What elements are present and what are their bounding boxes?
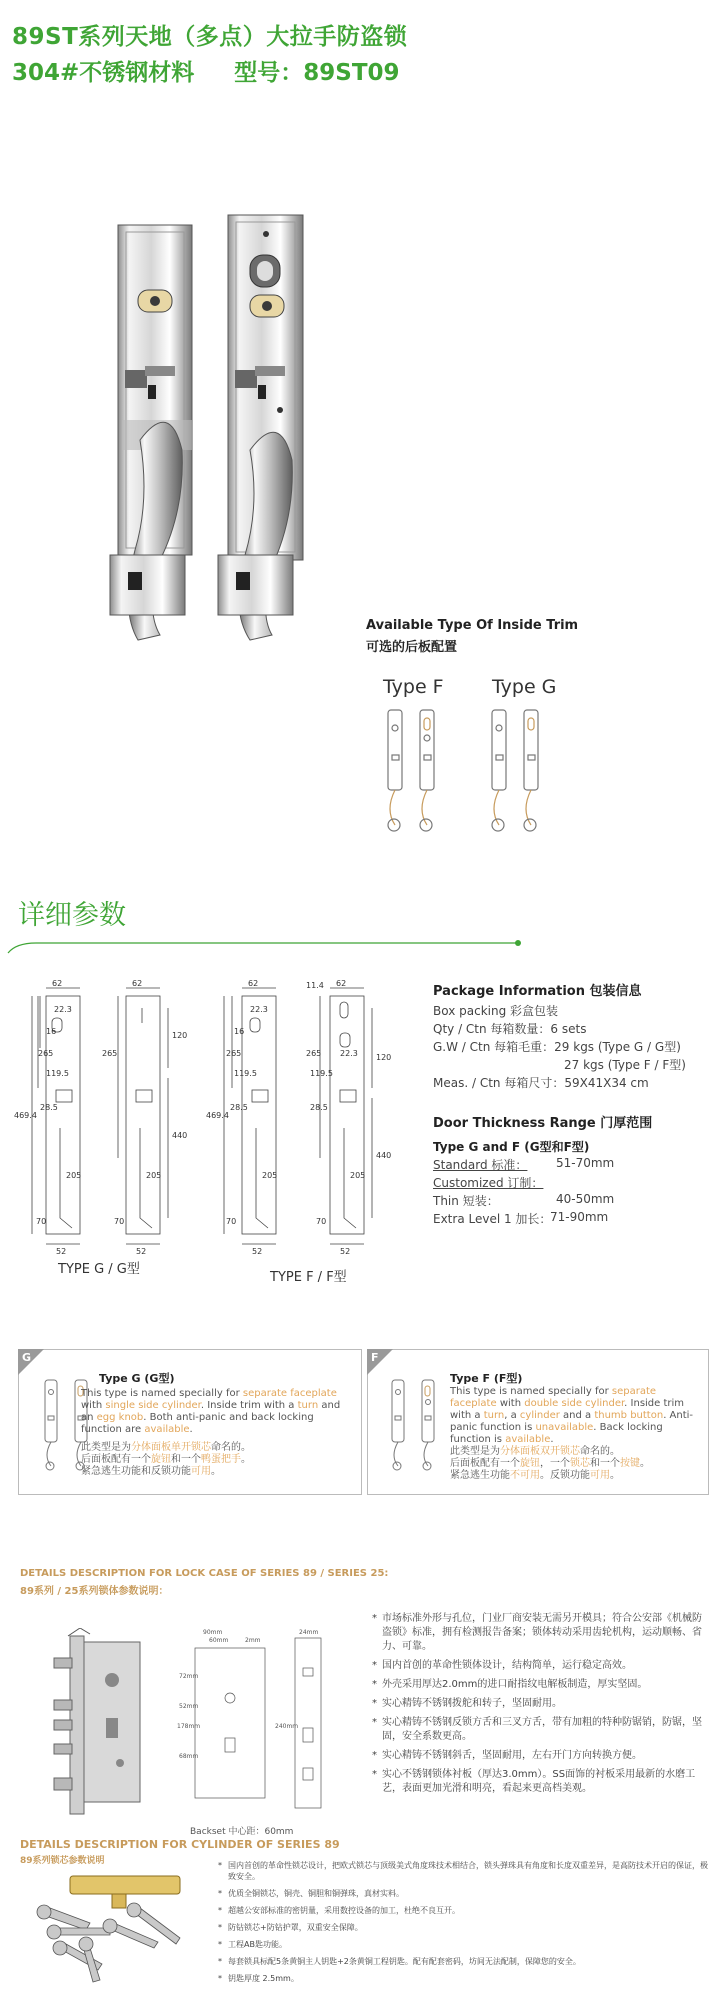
door-thin-label: Thin 短装： bbox=[433, 1194, 499, 1208]
package-title-cn: 包装信息 bbox=[589, 984, 642, 999]
lockcase-photo bbox=[40, 1628, 150, 1818]
dim-28-5-b: 28.5 bbox=[230, 1103, 248, 1112]
lockcase-dim-1: 60mm bbox=[209, 1637, 229, 1644]
lockcase-dim-3: 72mm bbox=[179, 1673, 199, 1680]
caption-type-g: TYPE G / G型 bbox=[58, 1262, 140, 1277]
section-title: 详细参数 bbox=[18, 900, 126, 931]
type-f-title: Type F (F型) bbox=[450, 1372, 523, 1385]
dim-70-d: 70 bbox=[316, 1217, 327, 1226]
dim-28-5-c: 28.5 bbox=[310, 1103, 328, 1112]
lockcase-dim-0: 90mm bbox=[203, 1629, 223, 1636]
package-box: Box packing 彩盒包装 bbox=[433, 1004, 559, 1018]
dim-width-4: 62 bbox=[336, 979, 347, 988]
type-f-trim-outside bbox=[388, 710, 402, 831]
lockcase-dim-6: 52mm bbox=[179, 1703, 199, 1710]
lockcase-dim-7: 68mm bbox=[179, 1753, 199, 1760]
dim-119-5-b: 119.5 bbox=[234, 1069, 257, 1078]
dim-440-b: 440 bbox=[376, 1151, 392, 1160]
dim-205-c: 205 bbox=[262, 1171, 278, 1180]
door-extra-label: Extra Level 1 加长： bbox=[433, 1212, 552, 1226]
package-meas: Meas. / Ctn 每箱尺寸：59X41X34 cm bbox=[433, 1076, 649, 1090]
lockcase-feature: * 市场标准外形与孔位，门业厂商安装无需另开模具；符合公安部《机械防盗锁》标准，拥有检测报告备案；锁体转动采用齿轮机构，运动顺畅、省力、可靠。 bbox=[372, 1612, 704, 1654]
lockcase-dim-2: 24mm bbox=[299, 1629, 319, 1636]
door-thin-value: 40-50mm bbox=[556, 1192, 615, 1206]
type-g-label: Type G bbox=[492, 676, 557, 698]
dim-265-c: 265 bbox=[226, 1049, 242, 1058]
package-title bbox=[433, 980, 642, 999]
page-subtitle bbox=[12, 54, 400, 87]
type-f-corner-label: F bbox=[371, 1351, 379, 1364]
cylinder-feature: * 工程AB匙功能。 bbox=[218, 1939, 708, 1950]
type-g-corner-label: G bbox=[22, 1351, 32, 1364]
type-f-label: Type F bbox=[383, 676, 444, 698]
lockcase-feature: * 实心精铸不锈钢拨舵和转子，坚固耐用。 bbox=[372, 1697, 704, 1711]
dim-22-3-c: 22.3 bbox=[340, 1049, 358, 1058]
lockcase-feature: * 外壳采用厚达2.0mm的进口耐指纹电解板制造，厚实坚固。 bbox=[372, 1678, 704, 1692]
dim-120-b: 120 bbox=[376, 1053, 392, 1062]
lockcase-title-cn: 89系列 / 25系列锁体参数说明： bbox=[20, 1586, 169, 1597]
dim-52-c: 52 bbox=[252, 1247, 263, 1256]
lockcase-feature: * 国内首创的革命性锁体设计，结构简单，运行稳定高效。 bbox=[372, 1659, 704, 1673]
type-g-trim-inside bbox=[524, 710, 538, 831]
dim-28-5-a: 28.5 bbox=[40, 1103, 58, 1112]
dim-205-a: 205 bbox=[66, 1171, 82, 1180]
dim-205-d: 205 bbox=[350, 1171, 366, 1180]
lockcase-feature: * 实心精铸不锈钢斜舌，坚固耐用，左右开门方向转换方便。 bbox=[372, 1749, 704, 1763]
package-gw2: 27 kgs (Type F / F型) bbox=[564, 1058, 686, 1072]
dim-265-b: 265 bbox=[102, 1049, 118, 1058]
lockcase-title-en: DETAILS DESCRIPTION FOR LOCK CASE OF SERIES 89 / SERIES 25: bbox=[20, 1568, 389, 1579]
dim-width-2: 62 bbox=[132, 979, 143, 988]
package-title-en: Package Information bbox=[433, 984, 585, 999]
lockcase-features bbox=[372, 1612, 704, 1801]
lockcase-feature: * 实心不锈钢锁体衬板（厚达3.0mm）。SS面饰的衬板采用最新的水磨工艺，表面更加光滑和明亮，看起来更高档美观。 bbox=[372, 1768, 704, 1796]
cylinder-keys-photo bbox=[30, 1868, 205, 1988]
dim-52-d: 52 bbox=[340, 1247, 351, 1256]
dim-469-4-b: 469.4 bbox=[206, 1111, 229, 1120]
dim-22-3-b: 22.3 bbox=[250, 1005, 268, 1014]
trim-title-cn: 可选的后板配置 bbox=[366, 640, 458, 655]
type-g-title: Type G (G型) bbox=[99, 1372, 175, 1385]
type-f-card bbox=[367, 1349, 709, 1495]
section-divider bbox=[6, 935, 526, 957]
type-g-desc-cn: 此类型是为分体面板单开锁芯命名的。 后面板配有一个旋钮和一个鸭蛋把手。 紧急逃生功能和反锁功能可用。 bbox=[81, 1442, 251, 1477]
cylinder-title-en: DETAILS DESCRIPTION FOR CYLINDER OF SERIES 89 bbox=[20, 1838, 340, 1851]
dim-70-c: 70 bbox=[226, 1217, 237, 1226]
cylinder-title-cn: 89系列锁芯参数说明 bbox=[20, 1856, 105, 1866]
dim-119-5-c: 119.5 bbox=[310, 1069, 333, 1078]
model-label: 型号：89ST09 bbox=[234, 60, 400, 86]
package-gw: G.W / Ctn 每箱毛重：29 kgs (Type G / G型) bbox=[433, 1040, 681, 1054]
lockcase-drawing bbox=[175, 1628, 350, 1813]
caption-type-f: TYPE F / F型 bbox=[270, 1270, 347, 1285]
type-g-trim-outside bbox=[492, 710, 506, 831]
dim-120-a: 120 bbox=[172, 1031, 188, 1040]
door-standard-value: 51-70mm bbox=[556, 1156, 615, 1170]
dim-265-d: 265 bbox=[306, 1049, 322, 1058]
dim-469-4-a: 469.4 bbox=[14, 1111, 37, 1120]
technical-drawings bbox=[10, 978, 430, 1258]
dim-width-3: 62 bbox=[248, 979, 259, 988]
cylinder-features bbox=[218, 1860, 708, 1990]
type-f-desc-en: This type is named specially for separate faceplate with double side cylinder. Inside trim with a turn, a cylinder and a thumb button. Anti-panic function is unavailable. Back locking function is available. bbox=[450, 1386, 694, 1445]
door-standard-label: Standard 标准： bbox=[433, 1158, 528, 1172]
lockcase-dim-5: 240mm bbox=[275, 1723, 299, 1730]
dim-22-3-a: 22.3 bbox=[54, 1005, 72, 1014]
type-f-desc-cn: 此类型是为分体面板双开锁芯命名的。 后面板配有一个旋钮，一个锁芯和一个按键。 紧急逃生功能不可用。反锁功能可用。 bbox=[450, 1446, 650, 1481]
page-title: 89ST系列天地（多点）大拉手防盗锁 bbox=[12, 24, 408, 50]
dim-119-5-a: 119.5 bbox=[46, 1069, 69, 1078]
dim-11-4: 11.4 bbox=[306, 981, 324, 990]
lockcase-feature: * 实心精铸不锈钢反锁方舌和三叉方舌，带有加粗的特种防锯销，防锯，坚固，安全系数更高。 bbox=[372, 1716, 704, 1744]
lockcase-dim-8: 2mm bbox=[245, 1637, 261, 1644]
package-qty: Qty / Ctn 每箱数量：6 sets bbox=[433, 1022, 587, 1036]
door-sub: Type G and F (G型和F型) bbox=[433, 1140, 590, 1154]
dim-265-a: 265 bbox=[38, 1049, 54, 1058]
dim-70-b: 70 bbox=[114, 1217, 125, 1226]
dim-width-1: 62 bbox=[52, 979, 63, 988]
cylinder-feature: * 国内首创的革命性锁芯设计，把欧式锁芯与顶级美式角度珠技术相结合，锁头弹珠具有角度和长度双重差异，是高防技术开启的保证，极致安全。 bbox=[218, 1860, 708, 1882]
dim-52-b: 52 bbox=[136, 1247, 147, 1256]
trim-title-en: Available Type Of Inside Trim bbox=[366, 618, 579, 633]
product-photo bbox=[100, 210, 400, 770]
door-title: Door Thickness Range 门厚范围 bbox=[433, 1116, 653, 1131]
type-g-card bbox=[18, 1349, 362, 1495]
cylinder-feature: * 每套锁具标配5条黄铜主人钥匙+2条黄铜工程钥匙。配有配套密码，坊间无法配制，保障您的安全。 bbox=[218, 1956, 708, 1967]
backset-label: Backset 中心距：60mm bbox=[190, 1827, 294, 1837]
dim-16-b: 16 bbox=[234, 1027, 245, 1036]
cylinder-feature: * 钥匙厚度 2.5mm。 bbox=[218, 1973, 708, 1984]
cylinder-feature: * 防钻锁芯+防钻护罩，双重安全保障。 bbox=[218, 1922, 708, 1933]
trim-icons bbox=[380, 700, 580, 840]
dim-52-a: 52 bbox=[56, 1247, 67, 1256]
cylinder-feature: * 优质全铜锁芯，铜壳、铜胆和铜弹珠，真材实料。 bbox=[218, 1888, 708, 1899]
dim-16-a: 16 bbox=[46, 1027, 57, 1036]
material-label: 304#不锈钢材料 bbox=[12, 60, 195, 86]
door-customized: Customized 订制： bbox=[433, 1176, 544, 1190]
dim-205-b: 205 bbox=[146, 1171, 162, 1180]
dim-70-a: 70 bbox=[36, 1217, 47, 1226]
type-f-icons bbox=[386, 1376, 446, 1476]
door-extra-value: 71-90mm bbox=[550, 1210, 609, 1224]
lockcase-dim-4: 178mm bbox=[177, 1723, 201, 1730]
cylinder-feature: * 超越公安部标准的密钥量，采用数控设备的加工，杜绝不良互开。 bbox=[218, 1905, 708, 1916]
type-f-trim-inside bbox=[420, 710, 434, 831]
type-g-desc-en: This type is named specially for separate faceplate with single side cylinder. Inside trim with a turn and an egg knob. Both anti-panic and back locking function are available. bbox=[81, 1388, 341, 1435]
dim-440-a: 440 bbox=[172, 1131, 188, 1140]
